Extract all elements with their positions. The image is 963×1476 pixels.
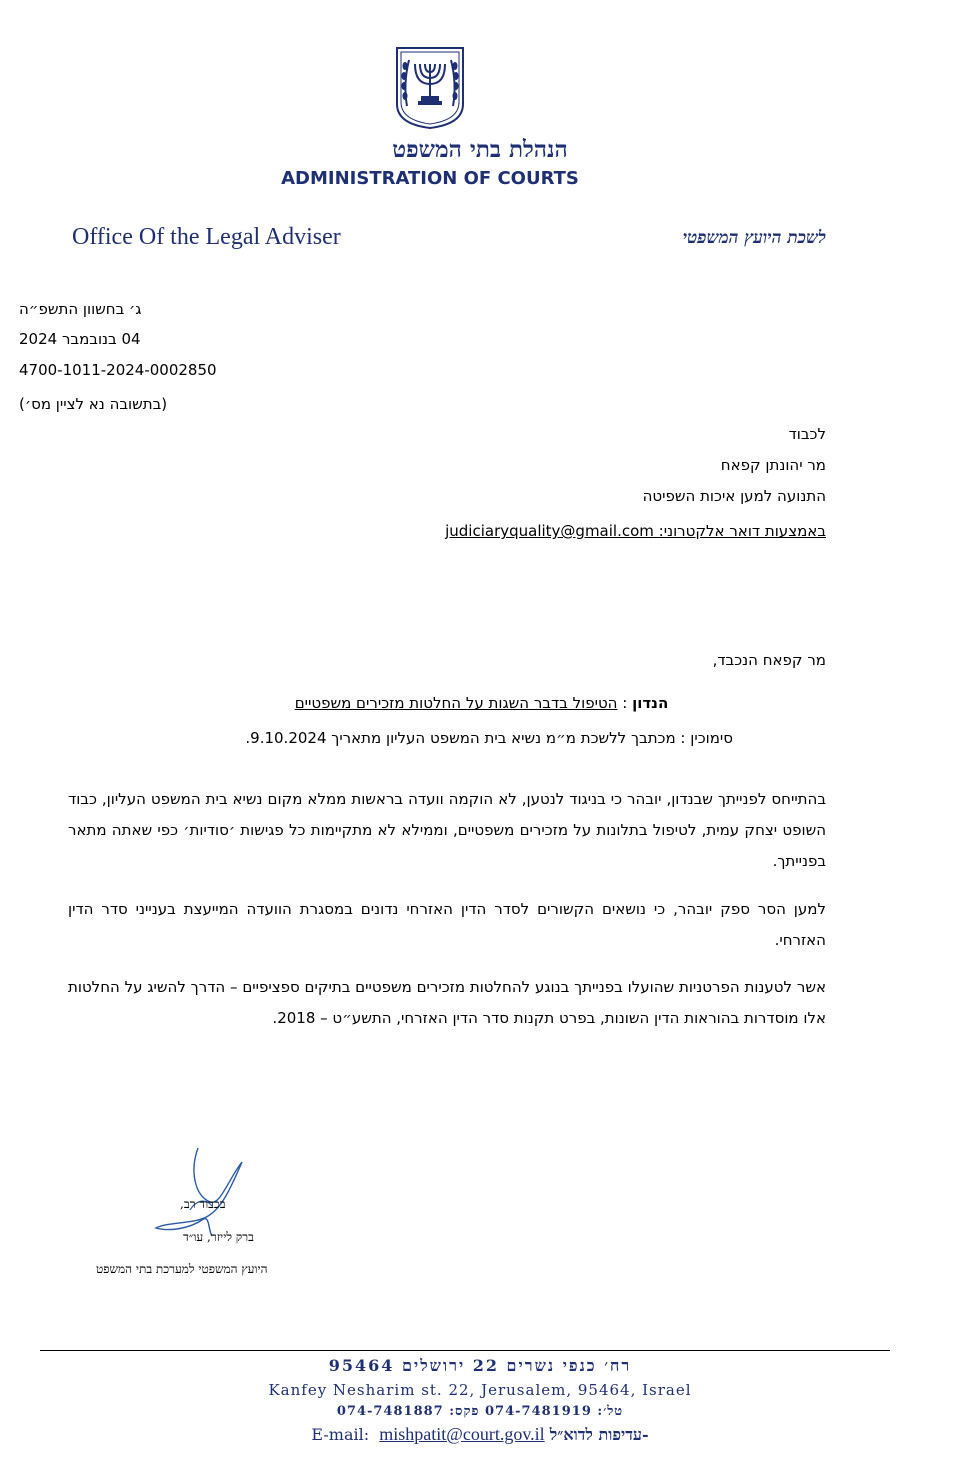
subject-text: הטיפול בדבר השגות על החלטות מזכירים משפטיים (294, 694, 618, 712)
via-label: באמצעות דואר אלקטרוני: (658, 522, 826, 540)
subject-line (137, 694, 826, 712)
recipient-organization: התנועה למען איכות השפיטה (642, 487, 826, 505)
recipient-email-line (445, 522, 826, 540)
body-paragraph: למען הסר ספק יובהר, כי נושאים הקשורים לסדר הדין האזרחי נדונים במסגרת הוועדה המייעצת בענייני סדר הדין האזרחי. (68, 900, 826, 949)
email-preference: -עדיפות לדוא״ל (549, 1425, 649, 1444)
subject-separator: : (617, 694, 633, 712)
hebrew-title: הנהלת בתי המשפט (392, 136, 568, 163)
signer-title: היועץ המשפטי למערכת בתי המשפט (96, 1262, 268, 1276)
body-paragraph: אשר לטענות הפרטניות שהועלו בפנייתך בנוגע להחלטות מזכירים משפטיים בתיקים ספציפיים – הדרך להשיג על החלטות אלו מוסדרות בהוראות הדין השונות, בפרט תקנות סדר הדין האזרחי, התשע״ט – 2018. (68, 978, 826, 1027)
handwritten-signature (150, 1140, 250, 1240)
reference-number: 4700-1011-2024-0002850 (19, 361, 217, 379)
menorah-emblem-icon (393, 44, 467, 130)
footer-divider (40, 1350, 890, 1351)
office-title-english: Office Of the Legal Adviser (72, 224, 341, 250)
footer-address-hebrew: רח׳ כנפי נשרים 22 ירושלים 95464 (328, 1356, 632, 1375)
recipient-email[interactable]: judiciaryquality@gmail.com (445, 522, 654, 540)
greeting: מר קפאח הנכבד, (712, 651, 826, 669)
signer-name: ברק לייזר, עו״ד (183, 1230, 254, 1244)
recipient-name: מר יהונתן קפאח (720, 456, 826, 474)
fax-number: 074-7481887 (336, 1404, 444, 1419)
footer-email-link[interactable]: mishpatit@court.gov.il (379, 1424, 545, 1444)
hebrew-date: ג׳ בחשוון התשפ״ה (19, 300, 142, 318)
footer-email-line (160, 1424, 800, 1445)
recipient-to-label: לכבוד (788, 425, 826, 443)
phone-number: 074-7481919 (485, 1404, 592, 1419)
reply-note: (בתשובה נא לציין מס׳) (19, 395, 168, 413)
reference-line: סימוכין : מכתבך ללשכת מ״מ נשיא בית המשפט העליון מתאריך 9.10.2024. (245, 729, 733, 747)
english-title: ADMINISTRATION OF COURTS (281, 168, 579, 189)
gregorian-date: 04 בנובמבר 2024 (19, 330, 141, 348)
office-title-hebrew: לשכת היועץ המשפטי (682, 228, 826, 248)
email-label: E-mail: (311, 1425, 370, 1444)
body-paragraph: בהתייחס לפנייתך שבנדון, יובהר כי בניגוד לנטען, לא הוקמה וועדה בראשות ממלא מקום נשיא בית המשפט העליון, כבוד השופט יצחק עמית, לטיפול בתלונות על מזכירים משפטיים, וממילא לא מתקיימות כל פגישות ׳סודיות׳ כפי שאתה מתאר בפנייתך. (68, 790, 826, 870)
closing-salutation: בכבוד רב, (180, 1197, 226, 1211)
phone-label: טל׳: (597, 1404, 624, 1419)
subject-label: הנדון (632, 694, 669, 712)
fax-label: פקס: (449, 1404, 480, 1419)
footer-phone-line (160, 1403, 800, 1419)
footer-address-english: Kanfey Nesharim st. 22, Jerusalem, 95464, Israel (268, 1381, 692, 1399)
